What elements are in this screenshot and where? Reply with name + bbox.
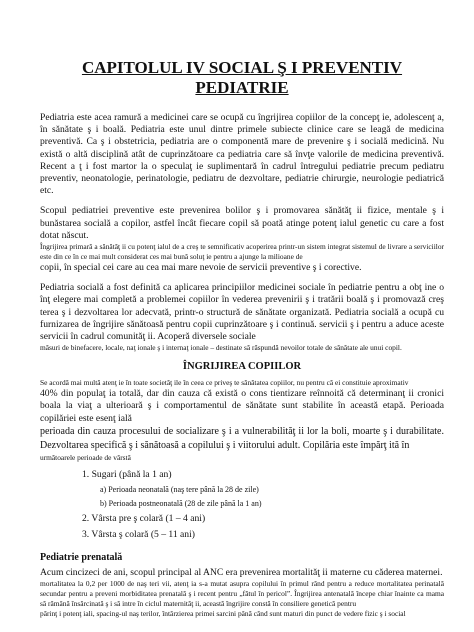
- paragraph-mortality: mortalitatea la 0,2 per 1000 de naş teri vii, atenţ ia s-a mutat asupra copilului în primul rând pentru a reduce mortalitatea perinatală secundar pentru a preveni morbiditatea prenatală ş i recent pentru „fătul în pericol”. Îngrijirea antenatală începe chiar înainte ca mama să rămână însărcinată ş i să intre în ciclul maternităţ ii, această îngrijire constă în consiliere genetică pentru: [40, 579, 444, 609]
- list-item: b) Perioada postneonatală (28 de zile până la 1 an): [100, 498, 262, 508]
- paragraph-social-pediatrics: Pediatria socială a fost definită ca aplicarea principiilor medicinei sociale în pediatrie pentru a obţ ine o înţ elegere mai completă a problemei copiilor în vederea prevenirii ş i tratării boală ş i promovază creş terea ş i dezvoltarea lor adecvată, printr-o structură de sănătate organizată. Pediatria socială a ocupă cu furnizarea de îngrijire sănătoasă pentru copii cuprinzătoare ş i continuă. servicii ş i pentru a aduce aceste servicii în cadrul comunităţ ii. Acoperă diversele sociale: [40, 282, 444, 343]
- list-item: a) Perioada neonatală (naş tere până la 28 de zile): [100, 484, 259, 494]
- list-item: 2. Vârsta pre ş colară (1 – 4 ani): [82, 512, 206, 524]
- paragraph-population: 40% din populaţ ia totală, dar din cauza că există o cons tientizare reînnoită că determinanţ ii cronici boala la viaţ a ulterioară ş i comportamentul de sănătate sunt stabilite în această etapă. Perioada copilăriei este esenţ ială: [40, 388, 444, 424]
- paragraph-scope: Scopul pediatriei preventive este prevenirea bolilor ş i promovarea sănătăţ ii fizice, mentale ş i bunăstarea socială a copilor, astfel încât fiecare copil să poată atinge potenţ ialul genetic cu care a fost dotat născut.: [40, 205, 444, 241]
- list-item: 1. Sugari (până la 1 an): [82, 468, 172, 480]
- paragraph-intro: Pediatria este acea ramură a medicinei care se ocupă cu îngrijirea copiilor de la concepţ ie, adolescenţ a, în sănătate ş i boală. Pediatria este unul dintre primele subiecte clinice care se leagă de medicina preventivă. Ca ş i obstetricia, pediatria are o componentă mare de prevenire ş i socială medicină. Nu există o altă disciplină atât de cuprinzătoare ca pediatria care să învţe valorile de medicina preventivă. Recent a ţ i fost martor la o speculaţ ie suplimentară în cadrul întregului pediatrie precum pediatru preventiv, neonatologie, perinatologie, pediatru de dezvoltare, pediatrie chirurgie, neurologie pediatrică etc.: [40, 112, 444, 197]
- paragraph-anc: Acum cincizeci de ani, scopul principal al ANC era prevenirea mortalităţ ii materne cu căderea maternei.: [40, 566, 443, 578]
- paragraph-parents: părinţ i potenţ iali, spacing-ul naş terilor, întârzierea primei sarcini până când sunt maturi din punct de vedere fizic ş i social: [40, 609, 406, 619]
- chapter-subtitle: PEDIATRIE: [195, 78, 289, 97]
- paragraph-attention: Se acordă mai multă atenţ ie în toate societăţ ile în ceea ce priveş te sănătatea copiilor, nu pentru că ei constituie aproximativ: [40, 378, 409, 388]
- age-period-list: [40, 469, 444, 540]
- list-item: 3. Vârsta ş colară (5 – 11 ani): [82, 528, 195, 540]
- paragraph-age-periods: următoarele perioade de vârstă: [40, 452, 131, 462]
- section-heading-prenatal: Pediatrie prenatală: [40, 551, 123, 563]
- paragraph-scope-end: copii, în special cei care au cea mai mare nevoie de servicii preventive ş i corective.: [40, 262, 362, 274]
- paragraph-childhood: perioada din cauza procesului de socializare ş i a vulnerabilităţ ii lor la boli, moarte ş i durabilitate. Dezvoltarea specifică ş i sănătoasă a copilului ş i viitorului adult. Copilăria este împărţ ită în: [40, 425, 444, 451]
- paragraph-primary-care: Îngrijirea primară a sănătăţ ii cu potenţ ialul de a creş te semnificativ acoperirea printr-un sistem integrat sistemul de livrare a serviciilor este din ce în ce mai mult considerat ces mai bună soluţ ie pentru a ajunge la milioane de: [40, 242, 444, 262]
- section-heading-child-care: ÎNGRIJIREA COPIILOR: [182, 361, 302, 373]
- paragraph-social-measures: măsuri de binefacere, locale, naţ ionale ş i internaţ ionale – destinate să răspundă nevoilor totale de sănătate ale unui copil.: [40, 343, 402, 353]
- chapter-title: CAPITOLUL IV SOCIAL Ş I PREVENTIV: [81, 58, 403, 77]
